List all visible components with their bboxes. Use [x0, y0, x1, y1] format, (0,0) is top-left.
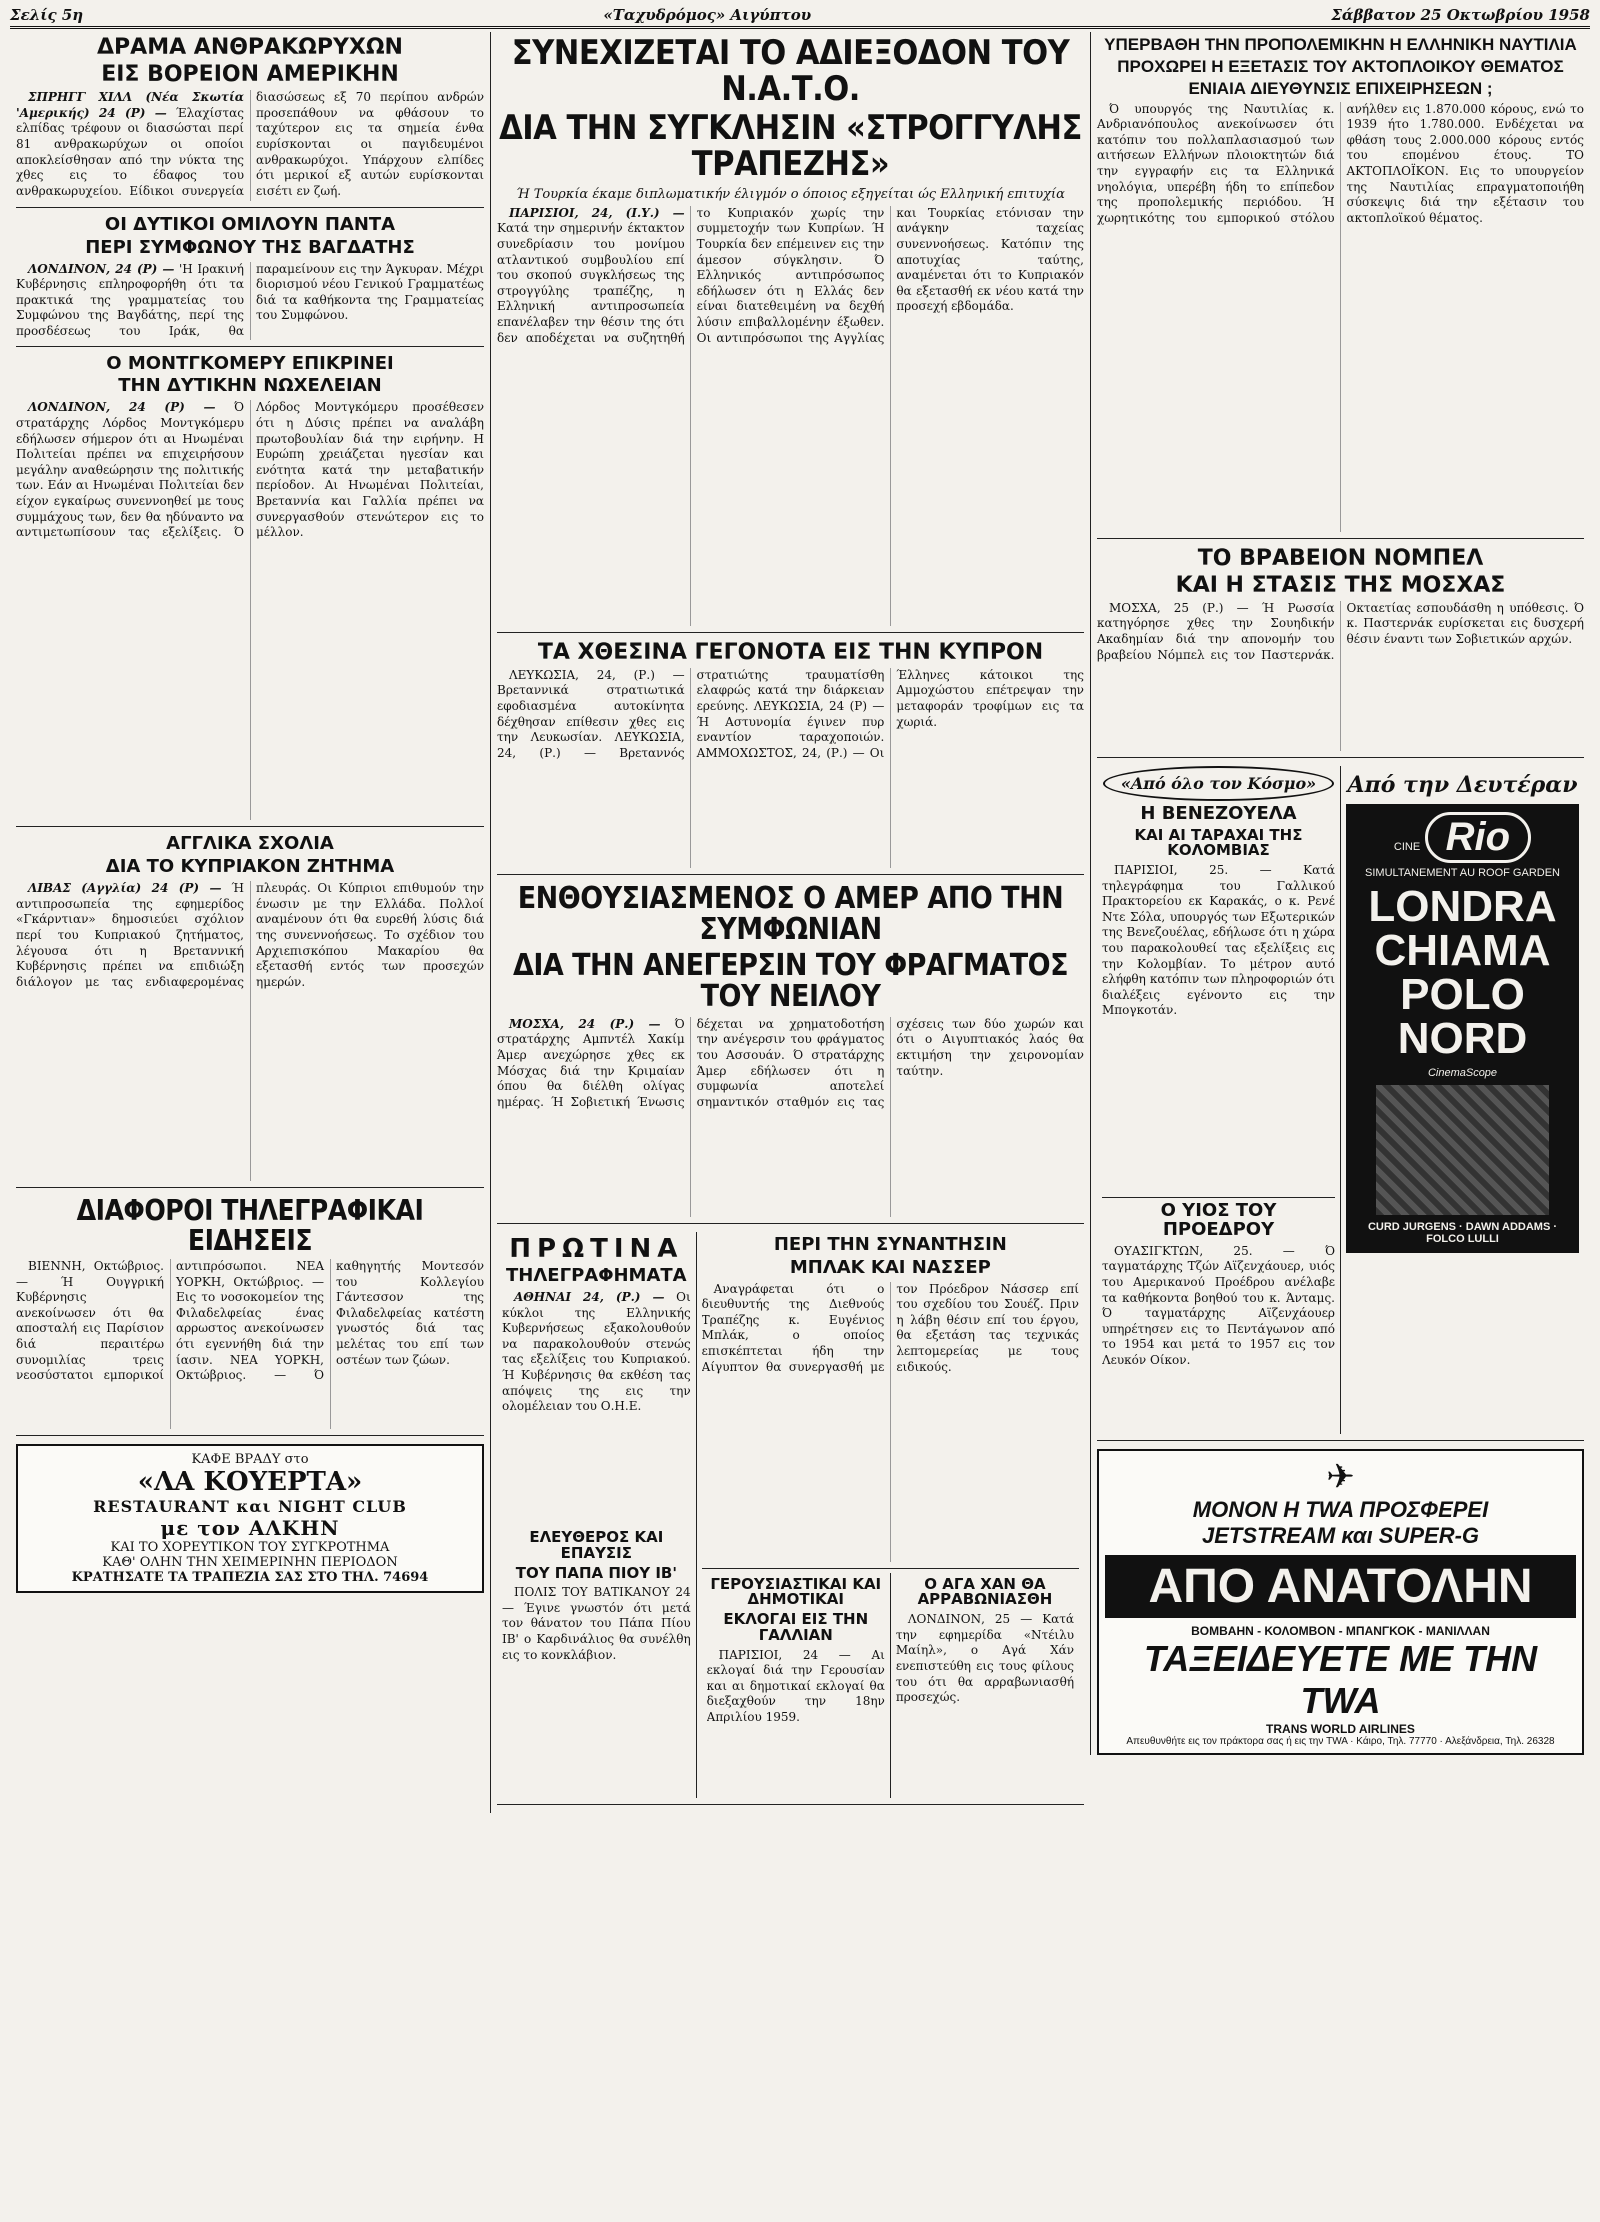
- dateline: ΣΠΡΗΓΓ ΧΙΛΛ (Νέα Σκωτία 'Αμερικής) 24 (Ρ) —: [16, 90, 244, 120]
- headline: ΕΛΕΥΘΕΡΟΣ ΚΑΙ ΕΠΑΥΣΙΣ: [529, 1528, 664, 1562]
- right-lower-row: [1097, 766, 1584, 1441]
- article-black-nasser: [696, 1232, 1084, 1798]
- article-text: Κατά την σημερινήν έκτακτον συνεδρίασιν του μονίμου ατλαντικού συμβουλίου επί του σκοπού συγκλήσεως της στρογγύλης τραπέζης, η Ελληνική αντιπροσωπεία επανέλαβεν την θέσιν της ότι δεν αποδέχεται να συζητηθή το Κυπριακόν χωρίς την συμμετοχήν των Κυπρίων. Ή Τουρκία δεν επέμεινεν εις την άμεσον σύγκλησιν. Ό Ελληνικός αντιπρόσωπος εδήλωσεν ότι η Ελλάς δεν είναι διατεθειμένη να δεχθή λύσιν επιβαλλομένην έξωθεν. Οι αντιπρόσωποι της Αγγλίας και Τουρκίας ετόνισαν την ανάγκην ταχείας συνεννοήσεως. Κατόπιν της αποτυχίας ταύτης, αναμένεται ότι το Κυπριακόν θα εξετασθή εκ νέου κατά την προσεχή εβδομάδα.: [497, 205, 1084, 345]
- lower-center-row: [497, 1232, 1084, 1805]
- headline: ΤΟ ΒΡΑΒΕΙΟΝ ΝΟΜΠΕΛ: [1197, 545, 1484, 571]
- article-text: Οι κύκλοι της Ελληνικής Κυβερνήσεως εξακολουθούν να παρακολουθούν στενώς τας εξελίξεις του Κυπριακού. Ή Κυβέρνησις θα εκθέση τας απόψεις της εις την ολομέλειαν του Ο.Η.Ε.: [502, 1290, 691, 1414]
- twa-cta: ΤΑΞΕΙΔΕΥΕΤΕ ΜΕ ΤΗΝ TWA: [1143, 1637, 1538, 1721]
- headline: ΠΡΩΤΙΝΑ: [509, 1233, 684, 1264]
- ad-line: ΚΑΦΕ ΒΡΑΔΥ στο: [191, 1451, 309, 1467]
- article-text: Ό στρατάρχης Λόρδος Μοντγκόμερυ εδήλωσεν σήμερον ότι αι Ηνωμέναι Πολιτείαι πρέπει να επιχειρήσουν μεγάλην αναθεώρησιν της πολιτικής των. Εάν αι Ηνωμέναι Πολιτείαι δεν είχον εγκαίρως συνεννοηθεί με τους συμμάχους των, δεν θα ηδύναντο να αντιμετωπίσουν τας εξελίξεις. Ό Λόρδος Μοντγκόμερυ προσέθεσεν ότι η Δύσις πρέπει να αναλάβη πρωτοβουλίαν διά την ειρήνην. Η Ευρώπη χρειάζεται ηγεσίαν και ενότητα κατά την μεταβατικήν περίοδον. Αι Ηνωμέναι Πολιτείαι, Βρεταννία και Γαλλία πρέπει να συνεργασθούν στενώτερον εις το μέλλον.: [16, 400, 484, 540]
- cinema-name: Rio: [1425, 812, 1531, 863]
- twa-advertisement: [1097, 1449, 1584, 1755]
- article-body: [16, 1259, 484, 1429]
- article-nobel-moscow: [1097, 547, 1584, 758]
- article-text: ΠΟΛΙΣ ΤΟΥ ΒΑΤΙΚΑΝΟΥ 24 — Έγινε γνωστόν ότι μετά τον θάνατον του Πάπα Πίου ΙΒ' ο Καρδινάλιος θα συνέλθη εις το κονκλάβιον.: [502, 1585, 691, 1662]
- film-cast: CURD JURGENS · DAWN ADDAMS · FOLCO LULLI: [1367, 1220, 1558, 1245]
- headline: ΔΙΑ ΤΗΝ ΣΥΓΚΛΗΣΙΝ «ΣΤΡΟΓΓΥΛΗΣ ΤΡΑΠΕΖΗΣ»: [499, 108, 1082, 185]
- headline: ΔΡΑΜΑ ΑΝΘΡΑΚΩΡΥΧΩΝ: [97, 35, 403, 60]
- ad-line: RESTAURANT και NIGHT CLUB: [93, 1496, 407, 1516]
- section-rubric: Από την Δευτέραν: [1347, 771, 1578, 798]
- film-still-image: [1376, 1085, 1550, 1215]
- twa-line: ΜΟΝΟΝ Η TWA ΠΡΟΣΦΕΡΕΙ: [1192, 1496, 1489, 1522]
- article-aga-khan: [890, 1573, 1079, 1798]
- article-body: [707, 1648, 885, 1798]
- airplane-icon: ✈: [1326, 1457, 1355, 1496]
- article-text: Έλαχίστας ελπίδας τρέφουν οι διασώσται περί 81 ανθρακωρύχων οι οποίοι αποκλείσθησαν από την νύκτα της χθες εις το έδαφος του ανθρακωρυχείου. Είδικοι συνεργεία διασώσεως εξ 70 περίπου ανδρών προσεπάθουν να φθάσουν το ταχύτερον εις τα σημεία ένθα ευρίσκονται οι παγιδευμένοι ανθρακωρύχοι. Υπάρχουν ελπίδες ότι μερικοί εξ αυτών ευρίσκονται εισέτι εν ζωή.: [16, 90, 484, 198]
- dateline: ΛΙΒΑΣ (Αγγλία) 24 (Ρ) —: [28, 881, 222, 896]
- headline: ΚΑΙ ΑΙ ΤΑΡΑΧΑΙ ΤΗΣ ΚΟΛΟΜΒΙΑΣ: [1134, 825, 1303, 860]
- ad-phone: ΚΡΑΤΗΣΑΤΕ ΤΑ ΤΡΑΠΕΖΙΑ ΣΑΣ ΣΤΟ ΤΗΛ. 74694: [71, 1569, 429, 1585]
- section-stamp: «Από όλο τον Κόσμο»: [1103, 766, 1334, 801]
- article-text: ΜΟΣΧΑ, 25 (Ρ.) — Ή Ρωσσία κατηγόρησε χθες την Σουηδικήν Ακαδημίαν διά την απονομήν του βραβείου Νόμπελ εις τον Παστερνάκ. Οκταετίας εσπουδάσθη η υπόθεσις. Ό κ. Παστερνάκ ευρίσκεται εις δυσχερή θέσιν έναντι των Σοβιετικών αρχών.: [1097, 600, 1584, 662]
- article-montgomery: [16, 352, 484, 828]
- twa-footer: Απευθυνθήτε εις τον πράκτορα σας ή εις την TWA · Κάιρο, Τηλ. 77770 · Αλεξάνδρεια, Τηλ. 26328: [1126, 1735, 1555, 1747]
- headline: ΤΑ ΧΘΕΣΙΝΑ ΓΕΓΟΝΟΤΑ ΕΙΣ ΤΗΝ ΚΥΠΡΟΝ: [537, 639, 1044, 665]
- column-right: [1090, 32, 1590, 1755]
- issue-date: Σάββατον 25 Οκτωβρίου 1958: [1331, 6, 1590, 24]
- headline: ΣΥΝΕΧΙΖΕΤΑΙ ΤΟ ΑΔΙΕΞΟΔΟΝ ΤΟΥ Ν.Α.Τ.Ο.: [511, 33, 1070, 109]
- lower-split: [702, 1568, 1079, 1798]
- article-baghdad-pact: [16, 213, 484, 347]
- article-body: [16, 262, 484, 340]
- article-various-news: [16, 1196, 484, 1436]
- article-body: [502, 1585, 691, 1785]
- subheadline: Ή Τουρκία έκαμε διπλωματικήν έλιγμόν ο όποιος εξηγείται ώς Ελληνική επιτυχία: [516, 186, 1065, 202]
- article-text: ΛΟΝΔΙΝΟΝ, 25 — Κατά την εφημερίδα «Ντέιλυ Μαίηλ», ο Αγά Χάν ενεπιστεύθη εις τους φίλους του ότι θα αρραβωνιασθή προσεχώς.: [895, 1612, 1075, 1705]
- article-body: [497, 1017, 1084, 1217]
- dateline: ΠΑΡΙΣΙΟΙ, 24, (Ι.Υ.) —: [509, 205, 685, 220]
- headline: ΔΙΑΦΟΡΟΙ ΤΗΛΕΓΡΑΦΙΚΑΙ ΕΙΔΗΣΕΙΣ: [76, 1194, 424, 1257]
- article-body: [502, 1290, 691, 1520]
- headline: ΤΟΥ ΠΑΠΑ ΠΙΟΥ ΙΒ': [515, 1563, 677, 1582]
- headline: ΠΕΡΙ ΣΥΜΦΩΝΟΥ ΤΗΣ ΒΑΓΔΑΤΗΣ: [85, 236, 415, 258]
- twa-line: JETSTREAM και SUPER-G: [1201, 1522, 1480, 1548]
- column-center: [490, 32, 1090, 1813]
- article-greek-shipping: [1097, 36, 1584, 539]
- article-text: Ή αντιπροσωπεία της εφημερίδος «Γκάρντιαν» δημοσιεύει σχόλιον περί του Κυπριακού ζητήματος, λέγουσα ότι η Βρεταννική Κυβέρνησις πρέπει να επιδιώξη διάλογον με τας ενδιαφερομένας πλευράς. Οι Κύπριοι επιθυμούν την ένωσιν με την Ελλάδα. Πολλοί αναμένουν ότι θα ευρεθή λύσις διά της συνεννοήσεως. Το σχέδιον του Αρχιεπισκόπου Μακαρίου θα εξετασθή εντός των προσεχών ημερών.: [16, 881, 484, 989]
- article-text: Ό στρατάρχης Αμπντέλ Χακίμ Άμερ ανεχώρησε χθες εκ Μόσχας διά την Κριμαίαν όπου θα διέλθη ολίγας ημέρας. Ή Σοβιετική Ένωσις δέχεται να χρηματοδοτήση την ανέγερσιν του φράγματος του Ασσουάν. Ό στρατάρχης Άμερ εδήλωσεν ότι η συμφωνία αποτελεί σημαντικόν σταθμόν εις τας σχέσεις των δύο χωρών και ότι ο Αιγυπτιακός λαός θα εκτιμήση την χειρονομίαν ταύτην.: [497, 1016, 1084, 1109]
- column-left: [10, 32, 490, 1599]
- article-mining-drama: [16, 36, 484, 208]
- article-body: [1097, 601, 1584, 751]
- article-text: ΒΙΕΝΝΗ, Οκτώβριος. — Ή Ουγγρική Κυβέρνησις ανεκοίνωσεν ότι θα αποσταλή εις Παρίσιον διά περαιτέρω συνομιλίας τρεις νεοσύστατοι εμπορικοί αντιπρόσωποι. ΝΕΑ ΥΟΡΚΗ, Οκτώβριος. — Εις το νοσοκομείον της Φιλαδελφείας ένας αρρωστος ανεκοίνωσεν ότι εγεννήθη διά την ίασιν. ΝΕΑ ΥΟΡΚΗ, Οκτώβριος. — Ό καθηγητής Μοντεσόν του Κολλεγίου Γάντεσσον της Φιλαδελφείας κατέστη γνωστός διά τας μελέτας του επί των οστέων των ζώων.: [16, 1258, 484, 1383]
- article-body: [702, 1282, 1079, 1562]
- article-text: 'Η Ιρακινή Κυβέρνησις επληροφορήθη ότι τα πρακτικά της γραμματείας του Συμφώνου της Βαγδάτης, περί της προσδέσεως του Ιράκ, θα παραμείνουν εις την Άγκυραν. Μέχρι διορισμού νέου Γενικού Γραμματέως διά τα καθήκοντα της Γραμματείας του Συμφώνου.: [16, 261, 484, 338]
- headline: Ο ΥΙΟΣ ΤΟΥ ΠΡΟΕΔΡΟΥ: [1102, 1197, 1335, 1240]
- dateline: ΛΟΝΔΙΝΟΝ, 24 (Ρ) —: [28, 400, 216, 415]
- headline: ΤΗΝ ΔΥΤΙΚΗΝ ΝΩΧΕΛΕΙΑΝ: [118, 375, 382, 397]
- dateline: ΑΘΗΝΑΙ 24, (Ρ.) —: [514, 1290, 665, 1305]
- cinema-advertisement: [1346, 804, 1579, 1253]
- cinema-ad-section: [1340, 766, 1584, 1434]
- world-news-section: [1097, 766, 1340, 1434]
- headline: ΤΗΛΕΓΡΑΦΗΜΑΤΑ: [506, 1265, 687, 1287]
- article-text: Ό υπουργός της Ναυτιλίας κ. Ανδριανόπουλος ανεκοίνωσεν ότι κατόπιν του πολλαπλασιασμού των αιτήσεων Ελλήνων πλοιοκτητών διά την εγγραφήν εις τα Ελληνικά νηολόγια, υπερέβη ήδη το επίπεδον της προπολεμικής περιόδου. Ή χωρητικότης του εμπορικού στόλου ανήλθεν εις 1.870.000 κόρους, ενώ το 1939 ήτο 1.780.000. Ενδέχεται να φθάση τους 2.000.000 κόρους εντός του επομένου έτους. ΤΟ ΑΚΤΟΠΛΟΪΚΟΝ. Εις το υπουργείον της Ναυτιλίας επραγματοποιήθη σύσκεψις διά την εξέτασιν του ακτοπλοϊκού θέματος.: [1097, 101, 1584, 225]
- twa-route: ΒΟΜΒΑΗΝ - ΚΟΛΟΜΒΟΝ - ΜΠΑΝΓΚΟΚ - ΜΑΝΙΛΛΑΝ: [1191, 1623, 1490, 1638]
- article-nato-deadlock: [497, 33, 1084, 633]
- ad-line: ΚΑΘ' ΟΛΗΝ ΤΗΝ ΧΕΙΜΕΡΙΝΗΝ ΠΕΡΙΟΔΟΝ: [102, 1554, 398, 1570]
- headline: ΓΕΡΟΥΣΙΑΣΤΙΚΑΙ ΚΑΙ ΔΗΜΟΤΙΚΑΙ: [710, 1574, 882, 1609]
- headline: ΔΙΑ ΤΗΝ ΑΝΕΓΕΡΣΙΝ ΤΟΥ ΦΡΑΓΜΑΤΟΣ ΤΟΥ ΝΕΙΛΟΥ: [512, 947, 1069, 1015]
- cinema-tagline: SIMULTANEMENT AU ROOF GARDEN: [1365, 866, 1560, 879]
- article-body: [16, 90, 484, 201]
- article-body: [497, 668, 1084, 868]
- headline: Ο ΜΟΝΤΓΚΟΜΕΡΥ ΕΠΙΚΡΙΝΕΙ: [106, 352, 394, 374]
- headline: Η ΒΕΝΕΖΟΥΕΛΑ: [1140, 802, 1297, 824]
- headline: ΠΕΡΙ ΤΗΝ ΣΥΝΑΝΤΗΣΙΝ: [773, 1233, 1007, 1255]
- page-number: Σελίς 5η: [10, 6, 84, 24]
- article-body: [1102, 1244, 1335, 1434]
- ad-line: ΚΑΙ ΤΟ ΧΟΡΕΥΤΙΚΟΝ ΤΟΥ ΣΥΓΚΡΟΤΗΜΑ: [110, 1539, 390, 1555]
- article-body: [896, 1612, 1074, 1762]
- cinema-label: CINE: [1393, 840, 1421, 853]
- article-text: ΠΑΡΙΣΙΟΙ, 25. — Κατά τηλεγράφημα του Γαλλικού Πρακτορείου εκ Καρακάς, ο κ. Ρενέ Ντε Σόλα, υπουργός των Εξωτερικών της Βενεζουέλας, εδήλωσε ότι η χώρα του παρακολουθεί τας εξελίξεις εις την Κολομβίαν. Το μέτρον αυτό ελήφθη κατόπιν των πληροφοριών ότι διαλέξεις εγένοντο εις την Μπογκοτάν.: [1102, 863, 1335, 1018]
- headline: ΔΙΑ ΤΟ ΚΥΠΡΙΑΚΟΝ ΖΗΤΗΜΑ: [105, 856, 395, 878]
- article-cyprus-events: [497, 641, 1084, 875]
- article-body: [1102, 863, 1335, 1193]
- headline: ΑΓΓΛΙΚΑ ΣΧΟΛΙΑ: [166, 833, 334, 855]
- ad-title: «ΛΑ ΚΟΥΕΡΤΑ»: [137, 1466, 363, 1497]
- headline: Ο ΑΓΑ ΧΑΝ ΘΑ ΑΡΡΑΒΩΝΙΑΣΘΗ: [917, 1574, 1053, 1609]
- headline: ΥΠΕΡΒΑΘΗ ΤΗΝ ΠΡΟΠΟΛΕΜΙΚΗΝ Η ΕΛΛΗΝΙΚΗ ΝΑΥΤΙΛΙΑ: [1104, 35, 1577, 54]
- newspaper-title: «Ταχυδρόμος» Αιγύπτου: [603, 6, 812, 24]
- article-amer-nile-dam: [497, 880, 1084, 1224]
- headline: ΕΙΣ ΒΟΡΕΙΟΝ ΑΜΕΡΙΚΗΝ: [101, 62, 399, 88]
- article-body: [16, 881, 484, 1181]
- article-text: ΛΕΥΚΩΣΙΑ, 24, (Ρ.) — Βρεταννικά στρατιωτικά εφοδιασμένα αυτοκίνητα δέχθησαν επίθεσιν χθες εις την Λευκωσίαν. ΛΕΥΚΩΣΙΑ, 24, (Ρ.) — Βρεταννός στρατιώτης τραυματίσθη ελαφρώς κατά την διάρκειαν ερεύνης. ΛΕΥΚΩΣΙΑ, 24 (Ρ) — Ή Αστυνομία έγινεν πυρ εναντίον ταραχοποιών. ΑΜΜΟΧΩΣΤΟΣ, 24, (Ρ.) — Οι Έλληνες κάτοικοι της Αμμοχώστου επέτρεψαν την μεταφοράν τροφίμων εις τα χωριά.: [497, 667, 1084, 760]
- article-text: ΟΥΑΣΙΓΚΤΩΝ, 25. — Ό ταγματάρχης Τζών Αϊζενχάουερ, υιός του Αμερικανού Προέδρου ανέλαβε τα καθήκοντα βοηθού του κ. Άνταμς. Ό ταγματάρχης Αϊζενχάουερ υπηρέτησεν εις το Πεντάγωνον από το 1954 και μετά το 1957 εις τον Λευκόν Οίκον.: [1102, 1243, 1335, 1368]
- headline: ΚΑΙ Η ΣΤΑΣΙΣ ΤΗΣ ΜΟΣΧΑΣ: [1175, 572, 1506, 598]
- article-cyprus-comments: [16, 835, 484, 1188]
- article-first-telegrams: [497, 1232, 696, 1798]
- headline: ΟΙ ΔΥΤΙΚΟΙ ΟΜΙΛΟΥΝ ΠΑΝΤΑ: [104, 213, 396, 235]
- twa-brand: TRANS WORLD AIRLINES: [1266, 1721, 1415, 1736]
- article-text: Αναγράφεται ότι ο διευθυντής της Διεθνούς Τραπέζης κ. Ευγένιος Μπλάκ, ο οποίος επισκέπτεται ήδη την Αίγυπτον θα συνεργασθή με τον Πρόεδρον Νάσσερ επί του σχεδίου του Σουέζ. Πριν η λάβη θέσιν επί του έργου, θα εξετάση τας τεχνικάς λεπτομερείας με τους ειδικούς.: [701, 1281, 1079, 1374]
- advertisement-la-kouerta: [16, 1444, 484, 1593]
- masthead: [10, 4, 1590, 29]
- dateline: ΛΟΝΔΙΝΟΝ, 24 (Ρ) —: [28, 261, 175, 276]
- ad-line: με τον ΑΛΚΗΝ: [160, 1515, 340, 1540]
- article-text: ΠΑΡΙΣΙΟΙ, 24 — Αι εκλογαί διά την Γερουσίαν και αι δημοτικαί εκλογαί θα διεξαχθούν την 18ην Απριλίου 1959.: [706, 1647, 885, 1724]
- headline: ΠΡΟΧΩΡΕΙ Η ΕΞΕΤΑΣΙΣ ΤΟΥ ΑΚΤΟΠΛΟΙΚΟΥ ΘΕΜΑΤΟΣ: [1117, 56, 1564, 76]
- dateline: ΜΟΣΧΑ, 24 (Ρ.) —: [509, 1016, 661, 1031]
- headline: ΕΝΙΑΙΑ ΔΙΕΥΘΥΝΣΙΣ ΕΠΙΧΕΙΡΗΣΕΩΝ ;: [1188, 78, 1493, 98]
- article-french-elections: [702, 1573, 890, 1798]
- headline: ΕΝΘΟΥΣΙΑΣΜΕΝΟΣ Ο ΑΜΕΡ ΑΠΟ ΤΗΝ ΣΥΜΦΩΝΙΑΝ: [517, 880, 1064, 948]
- film-format: CinemaScope: [1427, 1066, 1498, 1079]
- headline: ΕΚΛΟΓΑΙ ΕΙΣ ΤΗΝ ΓΑΛΛΙΑΝ: [723, 1610, 869, 1644]
- article-body: [1097, 102, 1584, 532]
- twa-headline: ΑΠΟ ΑΝΑΤΟΛΗΝ: [1105, 1555, 1576, 1618]
- film-title: LONDRA CHIAMA POLO NORD: [1368, 881, 1557, 1063]
- headline: ΜΠΛΑΚ ΚΑΙ ΝΑΣΣΕΡ: [789, 1256, 991, 1278]
- article-body: [16, 400, 484, 820]
- article-body: [497, 206, 1084, 626]
